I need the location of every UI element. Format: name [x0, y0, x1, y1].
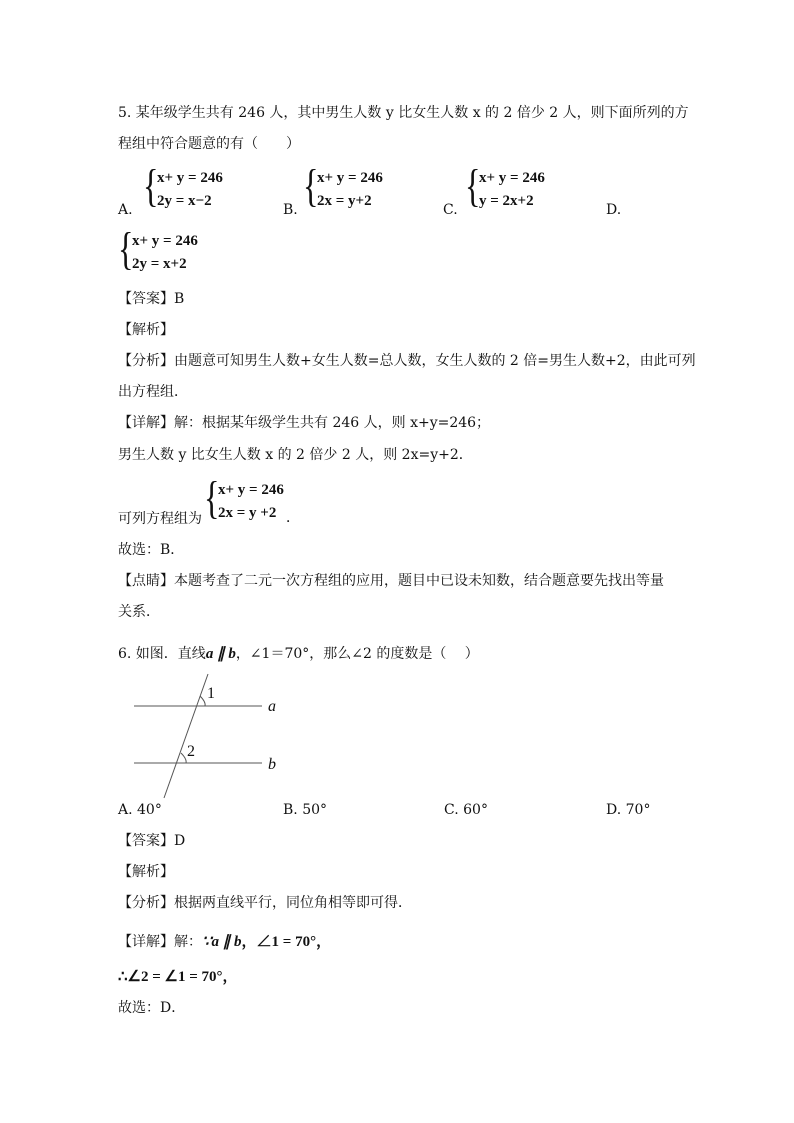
angle1-arc-icon — [200, 696, 205, 706]
equation-line: x+ y = 246 — [218, 482, 284, 498]
q6-stem — [118, 643, 479, 665]
brace-icon: { — [303, 160, 319, 211]
q5-answer: 【答案】B — [118, 291, 185, 307]
q5-option-b-label: B. — [283, 202, 298, 218]
q5-jiexi-heading: 【解析】 — [118, 322, 174, 338]
brace-icon: { — [204, 472, 220, 523]
q5-option-a-label: A. — [118, 202, 133, 218]
q6-option-d-value: 70° — [625, 802, 651, 818]
q5-comment-line2: 关系． — [118, 604, 160, 620]
q6-option-c-value: 60° — [463, 802, 488, 818]
q6-jiexi-heading: 【解析】 — [118, 864, 174, 880]
q6-option-b-value: 50° — [302, 802, 328, 818]
equation-line: x+ y = 246 — [157, 170, 223, 186]
q5-option-d-system — [118, 223, 218, 278]
q6-detail-math: ∵a ∥ b — [202, 934, 242, 950]
q6-detail-prefix: 【详解】解： — [118, 934, 202, 950]
q6-stem-suffix: ，∠1＝70°，那么∠2 的度数是（ ） — [235, 646, 479, 662]
q5-analysis-line2: 出方程组． — [118, 384, 188, 400]
q5-option-c-label: C. — [443, 202, 458, 218]
q5-detail-line1: 【详解】解：根据某年级学生共有 246 人，则 x+y=246； — [118, 415, 491, 431]
q6-option-a-value: 40° — [137, 802, 162, 818]
brace-icon: { — [118, 223, 134, 274]
q5-choose: 故选：B． — [118, 542, 185, 558]
parallel-lines-figure — [130, 672, 290, 800]
equation-line: 2y = x−2 — [157, 193, 212, 209]
q6-stem-math: a ∥ b — [205, 646, 236, 662]
q5-comment-line1: 【点睛】本题考查了二元一次方程组的应用，题目中已设未知数，结合题意要先找出等量 — [118, 573, 664, 589]
transversal-line — [164, 674, 208, 798]
q5-stem-line2: 程组中符合题意的有（ ） — [118, 136, 300, 152]
equation-line: x+ y = 246 — [317, 170, 383, 186]
q5-option-b-system — [303, 160, 403, 215]
q6-option-a — [118, 800, 162, 820]
q6-option-c — [444, 800, 488, 820]
q6-option-a-label: A. — [118, 802, 133, 818]
q6-step2: ∴∠2 = ∠1 = 70°， — [118, 969, 238, 985]
q5-detail-line2: 男生人数 y 比女生人数 x 的 2 倍少 2 人，则 2x=y+2． — [118, 447, 473, 463]
q6-stem-prefix: 6. 如图．直线 — [118, 646, 206, 662]
angle2-arc-icon — [181, 753, 186, 763]
q6-option-d — [606, 800, 650, 820]
q5-stem-line1: 5. 某年级学生共有 246 人，其中男生人数 y 比女生人数 x 的 2 倍少 2 人，则下面所列的方 — [118, 105, 689, 121]
line-a-label: a — [268, 698, 276, 715]
q5-option-c-system — [465, 160, 565, 215]
q6-option-c-label: C. — [444, 802, 459, 818]
equation-line: 2x = y+2 — [317, 193, 372, 209]
q6-choose: 故选：D． — [118, 1000, 186, 1016]
brace-icon: { — [465, 160, 481, 211]
q6-answer: 【答案】D — [118, 833, 186, 849]
q6-detail — [118, 931, 331, 953]
q5-option-d-label: D. — [606, 202, 622, 218]
equation-line: x+ y = 246 — [479, 170, 545, 186]
q5-option-a-system — [143, 160, 243, 215]
equation-line: 2x = y +2 — [218, 505, 277, 521]
q5-system-prefix: 可列方程组为 — [118, 511, 202, 527]
equation-line: 2y = x+2 — [132, 256, 187, 272]
angle2-label: 2 — [187, 743, 195, 760]
q6-option-d-label: D. — [606, 802, 622, 818]
equation-line: x+ y = 246 — [132, 233, 198, 249]
q6-analysis: 【分析】根据两直线平行，同位角相等即可得． — [118, 895, 412, 911]
brace-icon: { — [143, 160, 159, 211]
q6-option-b-label: B. — [283, 802, 298, 818]
q6-option-b — [283, 800, 327, 820]
equation-line: y = 2x+2 — [479, 193, 534, 209]
q5-system-suffix: ． — [286, 510, 300, 526]
line-b-label: b — [268, 756, 276, 773]
angle1-label: 1 — [207, 685, 215, 702]
q5-analysis-line1: 【分析】由题意可知男生人数+女生人数=总人数，女生人数的 2 倍=男生人数+2，由此可列 — [118, 353, 696, 369]
q6-detail-suffix: ，∠1 = 70°， — [241, 934, 332, 950]
